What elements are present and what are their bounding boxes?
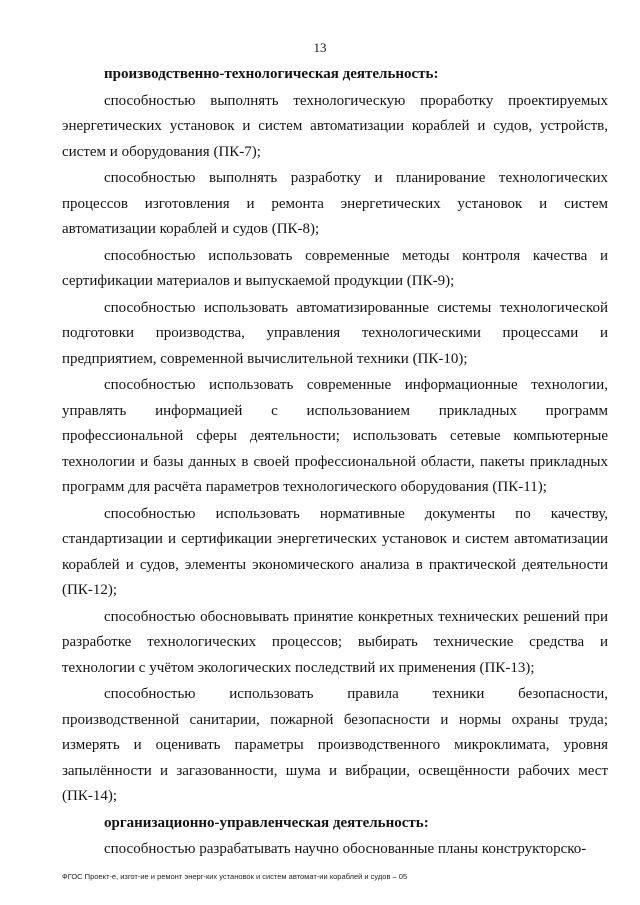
paragraph-pk-10: способностью использовать автоматизированные системы технологической подготовки производства, управления технологическими процессами и предприятием, современной вычислительной техники (ПК-10);: [62, 299, 608, 367]
page-number: 13: [313, 40, 327, 55]
page-footer: ФГОС Проект-е, изгот-ие и ремонт энерг-ких установок и систем автомат-ии кораблей и судов – 05: [62, 872, 408, 881]
section-heading-production: производственно-технологическая деятельность:: [104, 66, 439, 82]
paragraph-pk-11: способностью использовать современные информационные технологии, управлять информацией с использованием прикладных программ профессиональной сферы деятельности; использовать сетевые компьютерные технологии и базы данных в своей профессиональной области, пакеты прикладных программ для расчёта параметров технологического оборудования (ПК-11);: [62, 377, 608, 495]
paragraph-pk-7: способностью выполнять технологическую проработку проектируемых энергетических установок и систем автоматизации кораблей и судов, устройств, систем и оборудования (ПК-7);: [62, 92, 608, 160]
paragraph-pk-9: способностью использовать современные методы контроля качества и сертификации материалов и выпускаемой продукции (ПК-9);: [62, 247, 608, 289]
paragraph-continued: способностью разрабатывать научно обоснованные планы конструкторско-: [104, 841, 587, 857]
section-heading-management: организационно-управленческая деятельность:: [104, 814, 429, 831]
paragraph-pk-8: способностью выполнять разработку и планирование технологических процессов изготовления и ремонта энергетических установок и систем автоматизации кораблей и судов (ПК-8);: [62, 170, 608, 237]
document-body: [62, 62, 608, 864]
paragraph-pk-14: способностью использовать правила техники безопасности, производственной санитарии, пожарной безопасности и нормы охраны труда; измерять и оценивать параметры производственного микроклимата, уровня запылённости и загазованности, шума и вибрации, освещённости рабочих мест (ПК-14);: [62, 686, 608, 804]
paragraph-pk-12: способностью использовать нормативные документы по качеству, стандартизации и сертификации энергетических установок и систем автоматизации кораблей и судов, элементы экономического анализа в практической деятельности (ПК-12);: [62, 505, 608, 598]
paragraph-pk-13: способностью обосновывать принятие конкретных технических решений при разработке технологических процессов; выбирать технические средства и технологии с учётом экологических последствий их применения (ПК-13);: [62, 608, 608, 676]
